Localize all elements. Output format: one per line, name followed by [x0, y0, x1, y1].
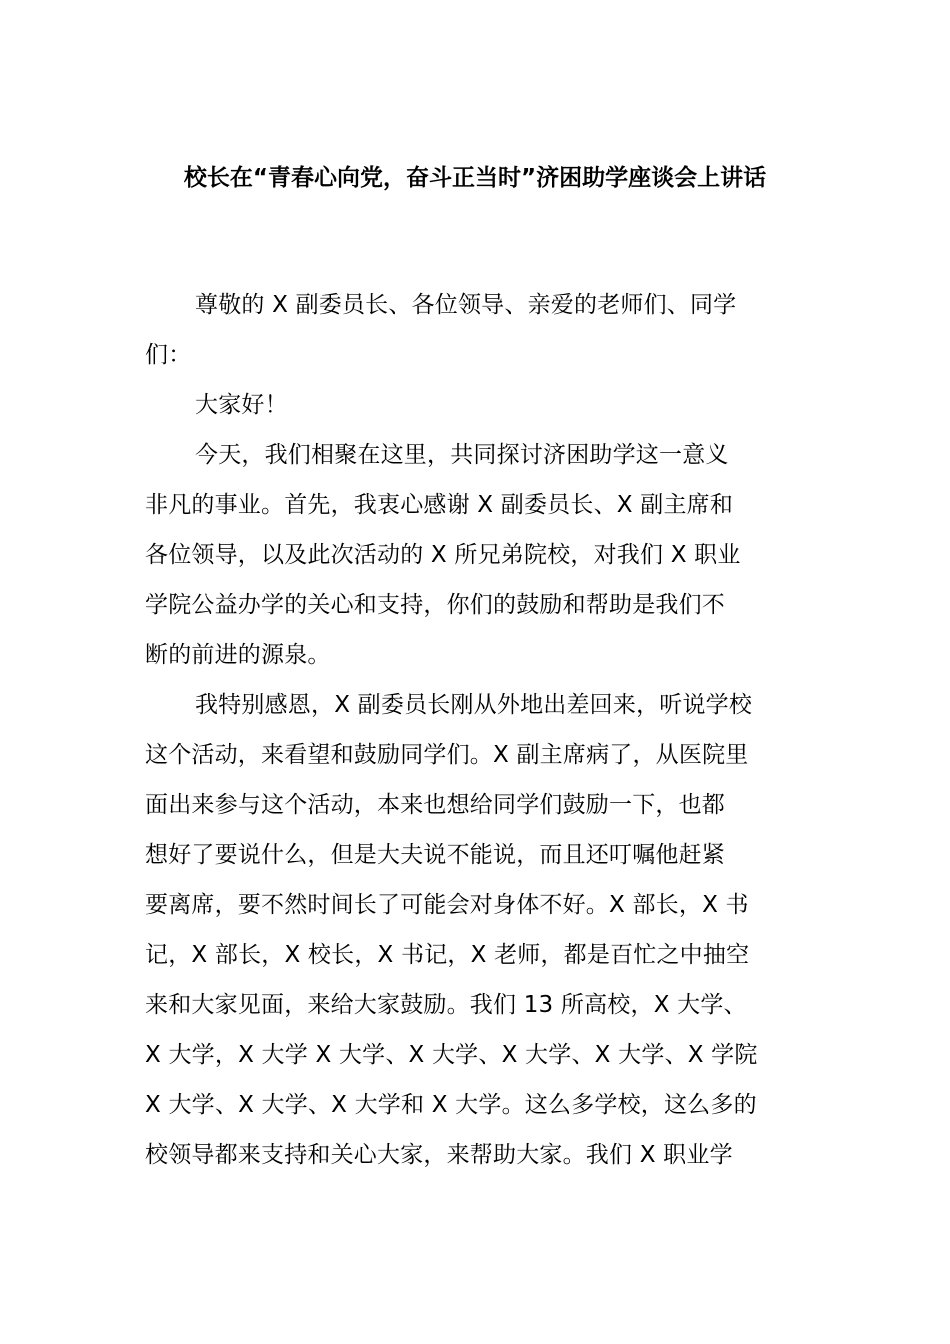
text-line: 非凡的事业。首先，我衷心感谢 X 副委员长、X 副主席和	[145, 492, 734, 518]
text-line: 大家好！	[195, 392, 288, 418]
document-title: 校长在“青春心向党，奋斗正当时”济困助学座谈会上讲话	[183, 165, 767, 191]
document-body	[145, 280, 825, 1180]
text-line: 来和大家见面，来给大家鼓励。我们 13 所高校，X 大学、	[145, 992, 747, 1018]
text-line: 想好了要说什么，但是大夫说不能说，而且还叮嘱他赶紧	[145, 842, 725, 868]
text-line: 我特别感恩，X 副委员长刚从外地出差回来，听说学校	[195, 692, 753, 718]
text-line: 们：	[145, 342, 192, 368]
text-line: 尊敬的 X 副委员长、各位领导、亲爱的老师们、同学	[195, 292, 737, 318]
text-line: 断的前进的源泉。	[145, 642, 331, 668]
text-line: 各位领导，以及此次活动的 X 所兄弟院校，对我们 X 职业	[145, 542, 741, 568]
text-line: 面出来参与这个活动，本来也想给同学们鼓励一下，也都	[145, 792, 725, 818]
text-line: 记，X 部长，X 校长，X 书记，X 老师，都是百忙之中抽空	[145, 942, 750, 968]
text-line: 学院公益办学的关心和支持，你们的鼓励和帮助是我们不	[145, 592, 725, 618]
text-line: X 大学、X 大学、X 大学和 X 大学。这么多学校，这么多的	[145, 1092, 757, 1118]
text-line: 校领导都来支持和关心大家，来帮助大家。我们 X 职业学	[145, 1142, 733, 1168]
text-line: 要离席，要不然时间长了可能会对身体不好。X 部长，X 书	[145, 892, 749, 918]
text-line: 这个活动，来看望和鼓励同学们。X 副主席病了，从医院里	[145, 742, 749, 768]
text-line: 今天，我们相聚在这里，共同探讨济困助学这一意义	[195, 442, 729, 468]
text-line: X 大学，X 大学 X 大学、X 大学、X 大学、X 大学、X 学院	[145, 1042, 758, 1068]
